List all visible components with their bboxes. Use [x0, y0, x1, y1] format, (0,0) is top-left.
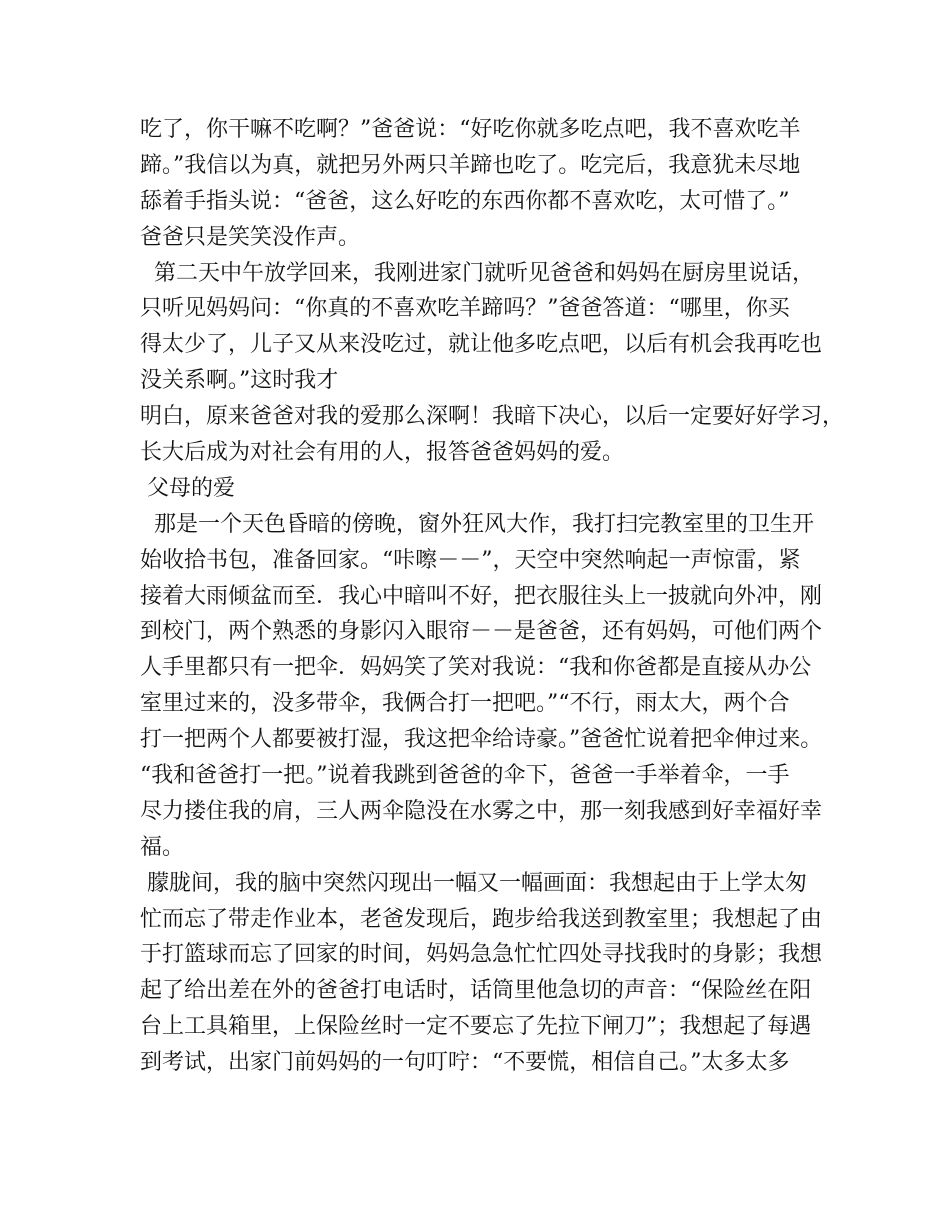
- section-heading: 父母的爱: [140, 475, 235, 501]
- text-line: 吃了，你干嘛不吃啊？”爸爸说：“好吃你就多吃点吧，我不喜欢吃羊: [140, 117, 801, 142]
- text-line: 始收拾书包，准备回家。“咔嚓－－”，天空中突然响起一声惊雷，紧: [140, 547, 801, 573]
- text-line: 室里过来的，没多带伞，我俩合打一把吧。”“不行，雨太大，两个合: [140, 691, 790, 717]
- text-line: 于打篮球而忘了回家的时间，妈妈急急忙忙四处寻找我时的身影；我想: [140, 942, 823, 968]
- text-line: 人手里都只有一把伞．妈妈笑了笑对我说：“我和你爸都是直接从办公: [140, 655, 812, 681]
- text-line: 尽力搂住我的肩，三人两伞隐没在水雾之中，那一刻我感到好幸福好幸: [140, 798, 823, 824]
- text-line: 那是一个天色昏暗的傍晚，窗外狂风大作，我打扫完教室里的卫生开: [140, 511, 814, 537]
- text-line: 只听见妈妈问：“你真的不喜欢吃羊蹄吗？”爸爸答道：“哪里，你买: [140, 296, 790, 322]
- text-line: 台上工具箱里，上保险丝时一定不要忘了先拉下闸刀”；我想起了每遇: [140, 1014, 812, 1040]
- text-line: 明白，原来爸爸对我的爱那么深啊！我暗下决心，以后一定要好好学习，: [140, 404, 845, 430]
- text-line: 到考试，出家门前妈妈的一句叮咛：“不要慌，相信自己。”太多太多: [140, 1050, 790, 1076]
- text-line: “我和爸爸打一把。”说着我跳到爸爸的伞下，爸爸一手举着伞，一手: [140, 763, 790, 789]
- text-line: 第二天中午放学回来，我刚进家门就听见爸爸和妈妈在厨房里说话，: [140, 260, 814, 286]
- text-line: 爸爸只是笑笑没作声。: [140, 224, 361, 250]
- text-line: 蹄。”我信以为真，就把另外两只羊蹄也吃了。吃完后，我意犹未尽地: [140, 152, 801, 178]
- text-line: 得太少了，儿子又从来没吃过，就让他多吃点吧，以后有机会我再吃也: [140, 332, 823, 358]
- text-line: 打一把两个人都要被打湿，我这把伞给诗豪。”爸爸忙说着把伞伸过来。: [140, 727, 823, 753]
- text-line: 长大后成为对社会有用的人，报答爸爸妈妈的爱。: [140, 440, 625, 466]
- document-body: [140, 112, 845, 1081]
- text-line: 忙而忘了带走作业本，老爸发现后，跑步给我送到教室里；我想起了由: [140, 906, 823, 932]
- text-line: 舔着手指头说：“爸爸，这么好吃的东西你都不喜欢吃，太可惜了。”: [140, 188, 790, 214]
- text-line: 接着大雨倾盆而至．我心中暗叫不好，把衣服往头上一披就向外冲，刚: [140, 583, 823, 609]
- text-line: 福。: [140, 834, 185, 860]
- text-line: 起了给出差在外的爸爸打电话时，话筒里他急切的声音：“保险丝在阳: [140, 978, 812, 1004]
- text-line: 朦胧间，我的脑中突然闪现出一幅又一幅画面：我想起由于上学太匆: [140, 870, 807, 896]
- text-line: 没关系啊。”这时我才: [140, 368, 339, 394]
- text-line: 到校门，两个熟悉的身影闪入眼帘－－是爸爸，还有妈妈，可他们两个: [140, 619, 823, 645]
